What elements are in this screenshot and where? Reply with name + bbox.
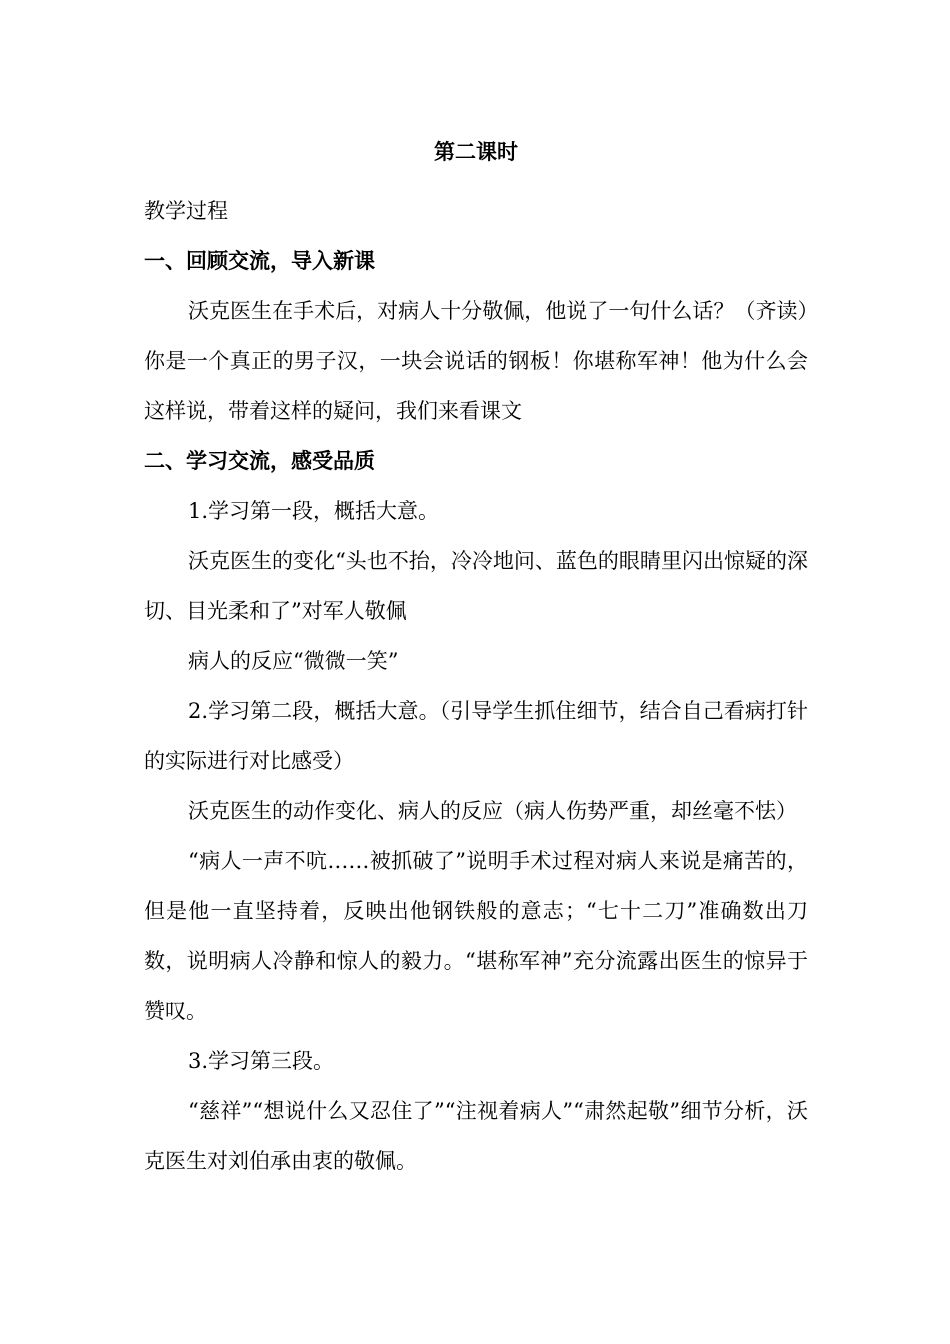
paragraph-intro: 沃克医生在手术后，对病人十分敬佩，他说了一句什么话？（齐读）你是一个真正的男子汉，一块会说话的钢板！你堪称军神！他为什么会这样说，带着这样的疑问，我们来看课文 (144, 299, 808, 423)
paragraph-patient-reaction: 病人的反应“微微一笑” (188, 649, 399, 673)
paragraph-detail-analysis: “慈祥”“想说什么又忍住了”“注视着病人”“肃然起敬”细节分析，沃克医生对刘伯承由衷的敬佩。 (144, 1099, 808, 1173)
page-title: 第二课时 (434, 139, 518, 164)
document-body (144, 186, 808, 1186)
heading-review: 一、回顾交流，导入新课 (144, 248, 375, 273)
paragraph-step-1: 1.学习第一段，概括大意。 (188, 499, 440, 523)
section-label: 教学过程 (144, 199, 228, 223)
paragraph-step-3: 3.学习第三段。 (188, 1049, 335, 1073)
paragraph-doctor-actions: 沃克医生的动作变化、病人的反应（病人伤势严重，却丝毫不怯） (188, 799, 797, 823)
paragraph-step-2: 2.学习第二段，概括大意。（引导学生抓住细节，结合自己看病打针的实际进行对比感受） (144, 699, 808, 773)
heading-study: 二、学习交流，感受品质 (144, 448, 375, 473)
paragraph-analysis: “病人一声不吭……被抓破了”说明手术过程对病人来说是痛苦的，但是他一直坚持着，反映出他钢铁般的意志；“七十二刀”准确数出刀数，说明病人冷静和惊人的毅力。“堪称军神”充分流露出医生的惊异于赞叹。 (144, 849, 808, 1023)
paragraph-doctor-change: 沃克医生的变化“头也不抬，冷冷地问、蓝色的眼睛里闪出惊疑的深切、目光柔和了”对军人敬佩 (144, 549, 808, 623)
